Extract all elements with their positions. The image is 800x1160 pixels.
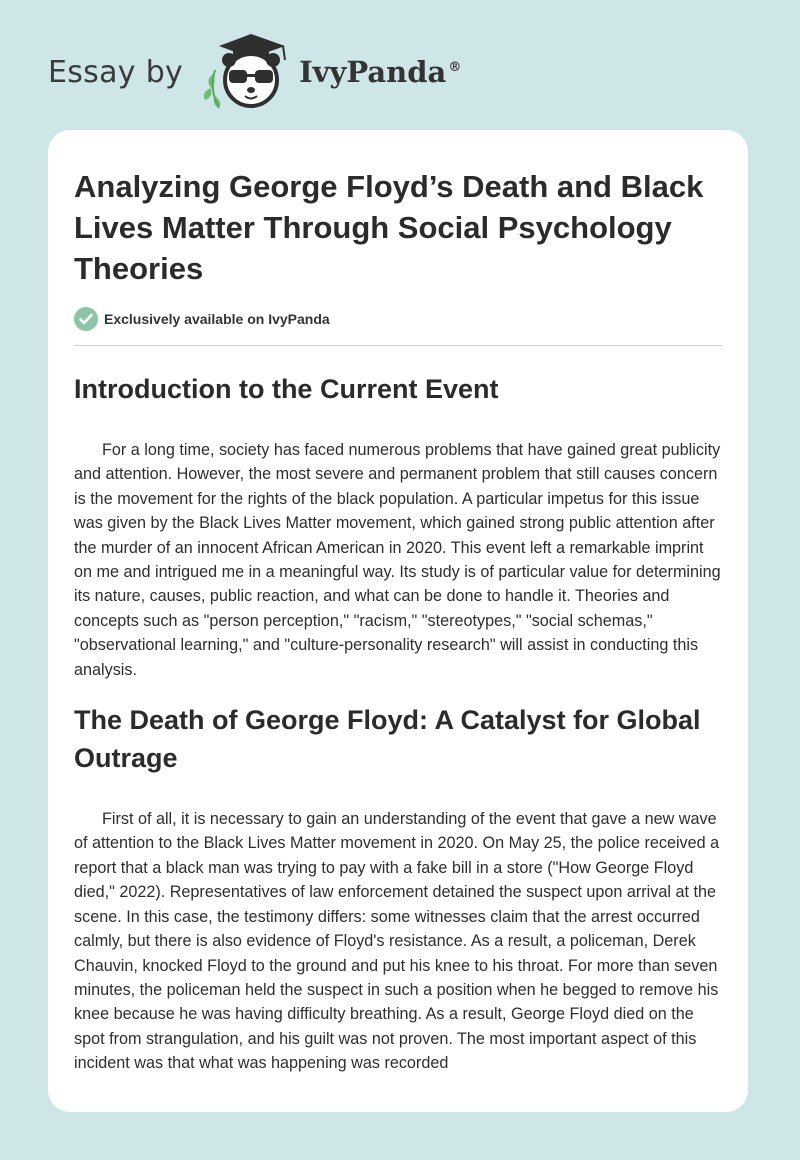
section-heading-introduction: Introduction to the Current Event bbox=[74, 374, 499, 404]
panda-logo-icon[interactable] bbox=[199, 30, 295, 114]
check-badge-icon bbox=[74, 307, 98, 331]
exclusive-badge bbox=[74, 307, 722, 331]
essay-by-label: Essay by bbox=[48, 54, 184, 90]
exclusive-badge-text: Exclusively available on IvyPanda bbox=[104, 311, 330, 327]
essay-title: Analyzing George Floyd’s Death and Black Lives Matter Through Social Psychology Theories bbox=[74, 169, 704, 286]
registered-mark: ® bbox=[448, 60, 462, 76]
section-paragraph-introduction: For a long time, society has faced numerous problems that have gained great publicity and attention. However, the most severe and permanent problem that still causes concern is the movement for the rights of the black population. A particular impetus for this issue was given by the Black Lives Matter movement, which gained strong public attention after the murder of an innocent African American in 2020. This event left a remarkable imprint on me and intrigued me in a meaningful way. Its study is of particular value for determining its nature, causes, public reaction, and what can be done to handle it. Theories and concepts such as "person perception," "racism," "stereotypes," "social schemas," "observational learning," and "culture-personality research" will assist in conducting this analysis. bbox=[74, 441, 721, 679]
section-heading-death-of-george-floyd: The Death of George Floyd: A Catalyst for Global Outrage bbox=[74, 705, 701, 774]
brand-name[interactable]: IvyPanda ® bbox=[299, 55, 462, 89]
title-divider bbox=[74, 345, 722, 346]
site-header bbox=[48, 30, 461, 114]
section-paragraph-death-of-george-floyd: First of all, it is necessary to gain an understanding of the event that gave a new wave of attention to the Black Lives Matter movement in 2020. On May 25, the police received a report that a black man was trying to pay with a fake bill in a store ("How George Floyd died," 2022). Representatives of law enforcement detained the suspect upon arrival at the scene. In this case, the testimony differs: some witnesses claim that the arrest occurred calmly, but there is also evidence of Floyd's resistance. As a result, a policeman, Derek Chauvin, knocked Floyd to the ground and put his knee to his throat. For more than seven minutes, the policeman held the suspect in such a position when he begged to remove his knee because he was having difficulty breathing. As a result, George Floyd died on the spot from strangulation, and his guilt was not proven. The most important aspect of this incident was that what was happening was recorded bbox=[74, 810, 720, 1073]
essay-card bbox=[48, 130, 748, 1112]
